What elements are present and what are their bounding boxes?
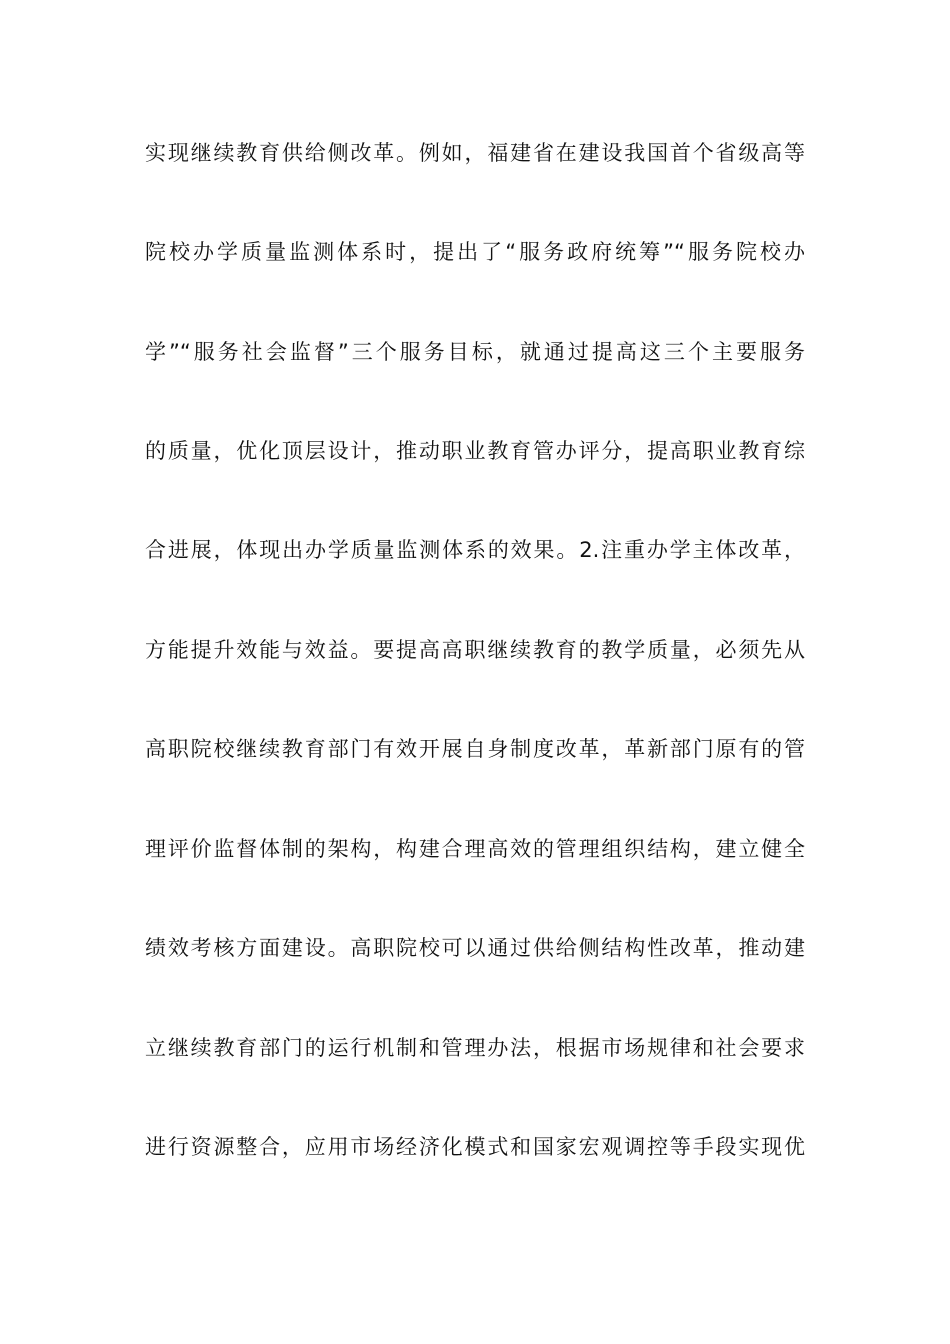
paragraph-line-11: 进行资源整合，应用市场经济化模式和国家宏观调控等手段实现优 [145,1135,805,1159]
paragraph-line-10: 立继续教育部门的运行机制和管理办法，根据市场规律和社会要求 [145,1036,805,1060]
paragraph-line-5: 合进展，体现出办学质量监测体系的效果。2.注重办学主体改革， [145,538,805,562]
paragraph-line-2: 院校办学质量监测体系时，提出了“服务政府统筹”“服务院校办 [145,240,805,264]
paragraph-line-1: 实现继续教育供给侧改革。例如，福建省在建设我国首个省级高等 [145,141,805,165]
paragraph-line-4: 的质量，优化顶层设计，推动职业教育管办评分，提高职业教育综 [145,439,805,463]
paragraph-line-7: 高职院校继续教育部门有效开展自身制度改革，革新部门原有的管 [145,737,805,761]
paragraph-line-9: 绩效考核方面建设。高职院校可以通过供给侧结构性改革，推动建 [145,936,805,960]
paragraph-line-8: 理评价监督体制的架构，构建合理高效的管理组织结构，建立健全 [145,837,805,861]
paragraph-line-6: 方能提升效能与效益。要提高高职继续教育的教学质量，必须先从 [145,638,805,662]
paragraph-line-3: 学”“服务社会监督”三个服务目标，就通过提高这三个主要服务 [145,340,805,364]
